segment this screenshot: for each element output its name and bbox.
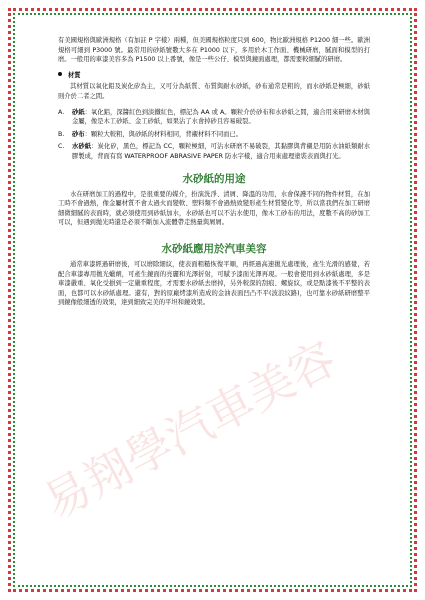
section-title-uses: 水砂紙的用途 <box>182 172 246 185</box>
uses-paragraph: 水在研磨加工的過程中，是很重要的媒介，扮演洗淨、清屑、降溫的功用，水會保護不同的物件材質，在加工時不會過熱，像金屬材質不會太過火而變軟、塑料類不會過熱致變形產生材質變化等，所以當我們在加工研磨細微細膩的表面時，就必須使用到砂紙加水，水砂紙也可以不沾水使用，像木工砂布的用法，度數不高的砂加工可以，但遇到拋光時還是必須不斷加入流體帶走熱量與屑屑。 <box>58 190 370 227</box>
car-beauty-paragraph: 通常車漆經過研磨後，可以磨除細紋，使表面粗糙恢復平順，再經過高速拋光處理後，產生光滑的感覺，若配合車漆專用拋光蠟劑，可產生鏡面的亮麗和光澤折射，可賦予漆面光澤再現。一般會使用到水砂紙處理，多是車漆嚴重、氧化受損到一定嚴重程度，才需要水砂紙去磨掉，另外較深的刮痕、螺旋紋，或是點漆後不平整的表面，也都可以水砂紙處理。還有，對的原廠烤漆所造成的金油表面凹凸不平(波浪紋路)，也可靠水砂紙研磨整平到鏡像般細透的效果，達到細致完美的平坦和鏡效果。 <box>58 260 370 307</box>
material-paragraph: 其材質以氧化鋁及炭化矽為主，又可分為紙質、布質與耐水砂紙，砂布通常是粗的，而水砂紙是極細，砂紙則介於二者之間。 <box>58 83 370 100</box>
list-item: C. 水砂紙：炭化矽，黑色，標記為 CC，顆粒極細，可沾水研磨不易破裂，其黏膠與背襯是用防水油紙類耐水膠製成，背面有寫 WATERPROOF ABRASIVE PAPER 防水字樣，適合用來處理塗裝表面與打光。 <box>58 143 371 160</box>
material-heading: 材質 <box>58 71 370 81</box>
list-item: B. 砂布：顆粒大較粗，與砂紙的材料相同，背襯材料不同而已。 <box>58 130 243 138</box>
bullet-icon <box>58 72 62 76</box>
section-title-car-beauty: 水砂紙應用於汽車美容 <box>161 242 267 255</box>
svg-text:易翔學汽車美容: 易翔學汽車美容 <box>34 330 345 530</box>
list-item: A. 砂紙：氧化鋁，深醬紅色到淡鐵紅色，標記為 AA 或 A。顆粒介於砂布和水砂紙之間，適合用來研磨木材與金屬，像是木工砂紙、金工砂紙，如果沾了水會掉砂且容易破裂。 <box>58 108 370 126</box>
document-body <box>58 36 370 314</box>
intro-paragraph: 有美國規格與歐洲規格（有加註 P 字樣）兩種，但美國規格粒度只到 600，物比歐洲規格 P1200 細一些。歐洲規格可細到 P3000 號。最常用的砂紙號數大多在 P1000 以下，多用於木工作面、機械研磨，膩面和模型的打磨。一般用的車漆美容多為 P1500 以上番號，像是一些公仔、模型與鏡面處理，都需要較細膩的研磨。 <box>58 37 370 64</box>
material-list <box>58 108 370 162</box>
